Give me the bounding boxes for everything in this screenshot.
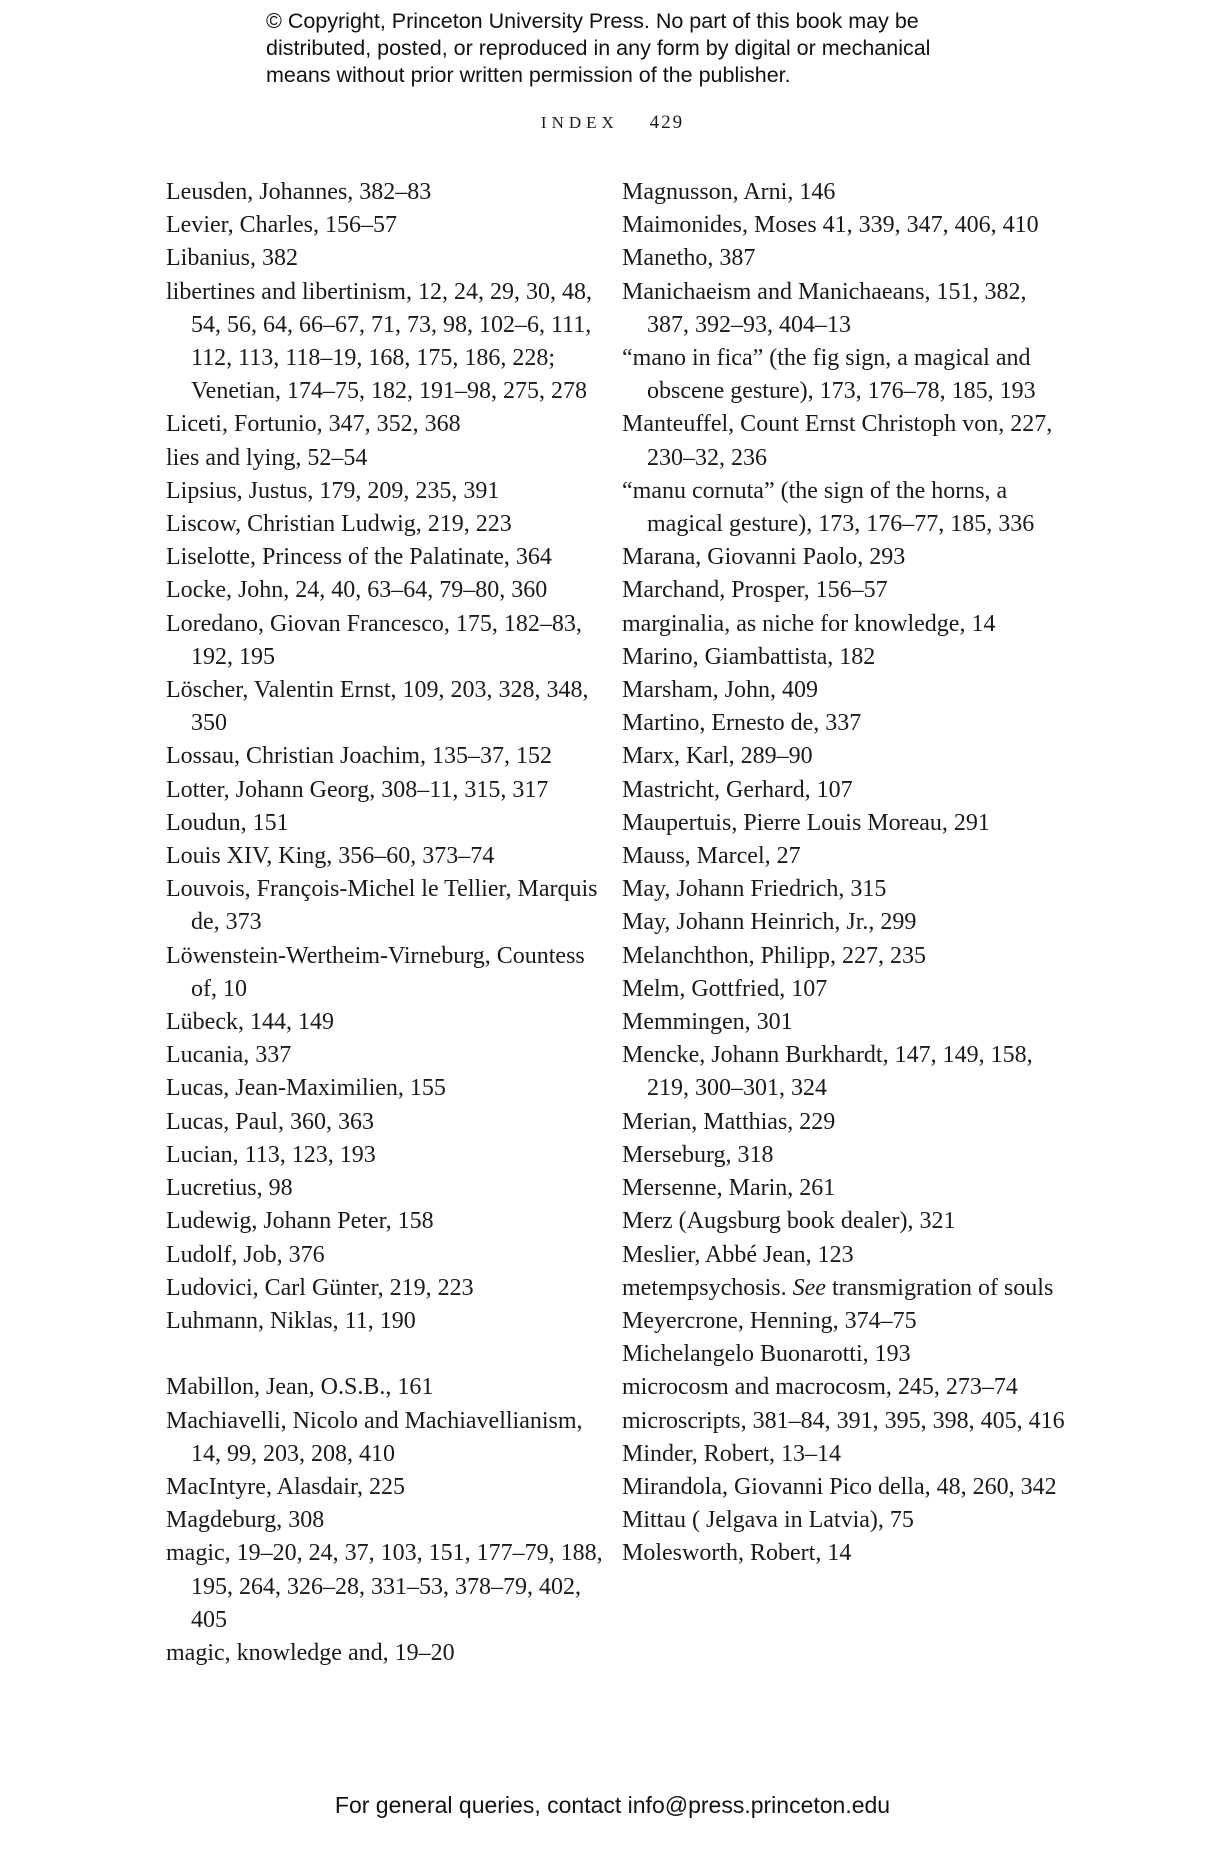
index-entry: Maimonides, Moses 41, 339, 347, 406, 410 [622,212,1039,239]
running-head [0,112,1225,134]
index-entry: Meyercrone, Henning, 374–75 [622,1307,917,1334]
index-entry: Marsham, John, 409 [622,677,818,704]
entry-head: metempsychosis. [622,1274,787,1301]
index-entry: Lotter, Johann Georg, 308–11, 315, 317 [166,776,549,803]
index-entry: Marchand, Prosper, 156–57 [622,577,888,604]
index-entry: Liceti, Fortunio, 347, 352, 368 [166,411,461,438]
index-entry: Maupertuis, Pierre Louis Moreau, 291 [622,809,990,836]
index-entry: Ludolf, Job, 376 [166,1241,325,1268]
index-entry: Mittau ( Jelgava in Latvia), 75 [622,1507,914,1534]
index-entry: Liselotte, Princess of the Palatinate, 364 [166,544,552,571]
index-entry: Lossau, Christian Joachim, 135–37, 152 [166,743,552,770]
index-entry: Merseburg, 318 [622,1141,774,1168]
index-entry: Manichaeism and Manichaeans, 151, 382, 387, 392–93, 404–13 [622,278,1027,338]
index-entry: “mano in fica” (the fig sign, a magical and obscene gesture), 173, 176–78, 185, 193 [622,345,1036,405]
index-entry: Marx, Karl, 289–90 [622,743,813,770]
index-entry: Melm, Gottfried, 107 [622,975,828,1002]
index-entry: Magdeburg, 308 [166,1507,325,1534]
index-entry: magic, 19–20, 24, 37, 103, 151, 177–79, 188, 195, 264, 326–28, 331–53, 378–79, 402, 405 [166,1540,603,1633]
index-entry: Machiavelli, Nicolo and Machiavellianism, 14, 99, 203, 208, 410 [166,1407,583,1467]
index-entries-right [622,176,1072,1272]
letter-gap [166,1338,606,1371]
copyright-notice [266,8,1026,89]
index-entry: Mastricht, Gerhard, 107 [622,776,853,803]
copyright-line: means without prior written permission of the publisher. [266,63,791,87]
index-entry: Ludovici, Carl Günter, 219, 223 [166,1274,474,1301]
index-entry: Lübeck, 144, 149 [166,1009,334,1036]
index-entry: Liscow, Christian Ludwig, 219, 223 [166,511,512,538]
copyright-line: © Copyright, Princeton University Press. No part of this book may be [266,9,919,33]
index-entry: Memmingen, 301 [622,1009,793,1036]
index-entry: Lipsius, Justus, 179, 209, 235, 391 [166,477,500,504]
index-entry: lies and lying, 52–54 [166,444,368,471]
index-entry: Minder, Robert, 13–14 [622,1440,842,1467]
index-entry: Mirandola, Giovanni Pico della, 48, 260, 342 [622,1473,1057,1500]
index-entry: Ludewig, Johann Peter, 158 [166,1208,434,1235]
index-entry: May, Johann Heinrich, Jr., 299 [622,909,917,936]
index-entry-cross-reference [622,1272,1072,1305]
index-entry: Mencke, Johann Burkhardt, 147, 149, 158, 219, 300–301, 324 [622,1042,1033,1102]
index-column-right [622,176,1072,1571]
index-entries-right-2 [622,1305,1072,1571]
index-entry: Lucas, Jean-Maximilien, 155 [166,1075,446,1102]
index-entries-m [166,1371,606,1670]
footer-contact: For general queries, contact info@press.princeton.edu [334,1792,891,1818]
copyright-line: distributed, posted, or reproduced in any form by digital or mechanical [266,36,931,60]
index-entry: libertines and libertinism, 12, 24, 29, 30, 48, 54, 56, 64, 66–67, 71, 73, 98, 102–6, 111, 112, 113, 118–19, 168, 175, 186, 228; Venetian, 174–75, 182, 191–98, 275, 278 [166,278,592,405]
index-entry: Lucania, 337 [166,1042,292,1069]
running-head-label: INDEX [540,113,619,132]
index-entry: marginalia, as niche for knowledge, 14 [622,610,996,637]
index-entry: Marino, Giambattista, 182 [622,643,876,670]
index-entry: Merz (Augsburg book dealer), 321 [622,1208,956,1235]
index-entry: Mersenne, Marin, 261 [622,1175,836,1202]
page-number: 429 [649,112,685,133]
index-entry: Martino, Ernesto de, 337 [622,710,862,737]
index-entry: Meslier, Abbé Jean, 123 [622,1241,854,1268]
index-entry: Lucas, Paul, 360, 363 [166,1108,374,1135]
index-entry: Loredano, Giovan Francesco, 175, 182–83, 192, 195 [166,610,582,670]
index-entry: Mauss, Marcel, 27 [622,843,801,870]
index-entry: Lucian, 113, 123, 193 [166,1141,376,1168]
index-entry: Manteuffel, Count Ernst Christoph von, 227, 230–32, 236 [622,411,1053,471]
index-entry: Magnusson, Arni, 146 [622,179,836,205]
index-entry: Manetho, 387 [622,245,756,272]
index-entry: “manu cornuta” (the sign of the horns, a magical gesture), 173, 176–77, 185, 336 [622,477,1035,538]
index-entry: Marana, Giovanni Paolo, 293 [622,544,906,571]
index-entry: Mabillon, Jean, O.S.B., 161 [166,1374,434,1401]
index-entry: Louis XIV, King, 356–60, 373–74 [166,843,495,870]
index-entry: Molesworth, Robert, 14 [622,1540,852,1567]
index-entry: microscripts, 381–84, 391, 395, 398, 405, 416 [622,1407,1065,1434]
index-entry: May, Johann Friedrich, 315 [622,876,887,903]
index-entry: microcosm and macrocosm, 245, 273–74 [622,1374,1018,1401]
see-label: See [792,1274,826,1301]
index-entry: Leusden, Johannes, 382–83 [166,179,432,205]
see-target: transmigration of souls [831,1274,1054,1301]
index-entry: Löscher, Valentin Ernst, 109, 203, 328, 348, 350 [166,677,589,737]
index-entry: magic, knowledge and, 19–20 [166,1639,455,1666]
index-entry: Levier, Charles, 156–57 [166,212,397,239]
index-entry: Libanius, 382 [166,245,298,272]
index-entry: Loudun, 151 [166,809,289,836]
index-entry: MacIntyre, Alasdair, 225 [166,1473,405,1500]
index-entry: Löwenstein-Wertheim-Virneburg, Countess of, 10 [166,942,585,1002]
index-entry: Locke, John, 24, 40, 63–64, 79–80, 360 [166,577,548,604]
index-entry: Louvois, François-Michel le Tellier, Marquis de, 373 [166,876,598,936]
index-entry: Michelangelo Buonarotti, 193 [622,1341,911,1368]
index-entry: Luhmann, Niklas, 11, 190 [166,1307,416,1334]
index-entry: Merian, Matthias, 229 [622,1108,836,1135]
index-entry: Melanchthon, Philipp, 227, 235 [622,942,926,969]
index-entries-l [166,176,606,1338]
index-entry: Lucretius, 98 [166,1175,293,1202]
index-column-left [166,176,606,1670]
